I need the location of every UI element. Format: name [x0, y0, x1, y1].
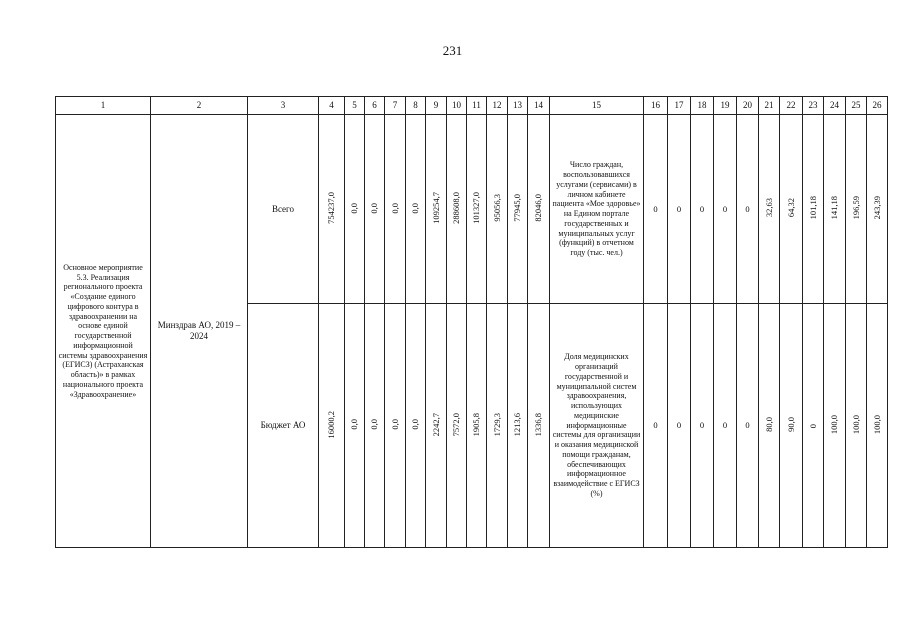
target-value: 0	[676, 420, 682, 431]
target-value: 0	[722, 420, 728, 431]
target-cell	[691, 115, 714, 304]
target-cell	[824, 304, 846, 548]
target-value: 0	[745, 203, 750, 214]
value-cell	[467, 304, 487, 548]
target-value: 0	[676, 203, 682, 214]
funding-value: 0,0	[410, 202, 421, 214]
funding-source: Бюджет АО	[260, 420, 306, 431]
column-number: 12	[487, 97, 508, 115]
funding-value: 1336,8	[533, 412, 544, 437]
funding-value: 77945,0	[512, 194, 523, 222]
funding-value: 288608,0	[451, 191, 462, 224]
funding-value: 2242,7	[430, 412, 441, 437]
column-number-row	[56, 97, 888, 115]
executor-cell	[151, 115, 248, 548]
column-number: 16	[644, 97, 668, 115]
target-cell	[644, 304, 668, 548]
target-cell	[803, 304, 824, 548]
indicator-text: Доля медицинских организаций государственной и муниципальной систем здравоохранения, использующих медицинские информационные системы для организации и оказания медицинской помощи гражданам, обеспечивающих информационное взаимодействие с ЕГИСЗ (%)	[552, 352, 641, 498]
funding-value: 82046,0	[533, 194, 544, 222]
target-value: 80,0	[763, 416, 774, 432]
funding-value: 1729,3	[491, 412, 502, 437]
funding-source: Всего	[271, 203, 295, 214]
target-cell	[780, 304, 803, 548]
funding-value: 0,0	[369, 202, 380, 214]
funding-value: 16000,2	[326, 410, 337, 439]
column-number: 10	[447, 97, 467, 115]
value-cell	[467, 115, 487, 304]
target-value: 0	[699, 420, 705, 431]
target-value: 100,0	[829, 414, 840, 434]
column-number: 18	[691, 97, 714, 115]
column-number: 15	[550, 97, 644, 115]
value-cell	[319, 304, 345, 548]
target-cell	[759, 304, 780, 548]
activity-text: Основное мероприятие 5.3. Реализация регионального проекта «Создание единого цифрового контура в здравоохранении на основе единой государственной информационной системы здравоохранения (ЕГИСЗ) (Астраханская область)» в рамках национального проекта «Здравоохранение»	[58, 262, 148, 399]
value-cell	[508, 304, 528, 548]
funding-value: 0,0	[389, 202, 400, 214]
target-value: 196,59	[850, 196, 861, 220]
funding-value: 0,0	[349, 419, 360, 430]
value-cell	[365, 304, 385, 548]
column-number: 2	[151, 97, 248, 115]
funding-value: 1213,6	[512, 412, 523, 437]
target-value: 0	[807, 424, 818, 429]
column-number: 25	[846, 97, 867, 115]
value-cell	[385, 115, 406, 304]
funding-source-cell	[248, 115, 319, 304]
indicator-cell	[550, 304, 644, 548]
target-value: 101,18	[807, 196, 818, 220]
indicator-text: Число граждан, воспользовавшихся услугами (сервисами) в личном кабинете пациента «Мое здоровье» на Едином портале государственных и муниципальных услуг (функций) в отчетном году (тыс. чел.)	[552, 160, 641, 257]
target-value: 0	[745, 420, 750, 431]
column-number: 24	[824, 97, 846, 115]
target-cell	[846, 115, 867, 304]
value-cell	[345, 304, 365, 548]
target-value: 100,0	[871, 414, 882, 434]
target-value: 100,0	[850, 414, 861, 434]
value-cell	[447, 115, 467, 304]
target-cell	[803, 115, 824, 304]
executor-text: Минздрав АО, 2019 –2024	[157, 320, 241, 341]
column-number: 26	[867, 97, 888, 115]
column-number: 22	[780, 97, 803, 115]
funding-value: 0,0	[349, 202, 360, 214]
target-value: 0	[699, 203, 705, 214]
funding-value: 754237,0	[326, 191, 337, 224]
value-cell	[508, 115, 528, 304]
target-cell	[780, 115, 803, 304]
value-cell	[365, 115, 385, 304]
target-cell	[867, 115, 888, 304]
value-cell	[385, 304, 406, 548]
column-number: 5	[345, 97, 365, 115]
target-cell	[759, 115, 780, 304]
column-number: 17	[668, 97, 691, 115]
column-number: 8	[406, 97, 426, 115]
column-number: 7	[385, 97, 406, 115]
funding-value: 95056,3	[491, 194, 502, 222]
value-cell	[426, 115, 447, 304]
target-cell	[691, 304, 714, 548]
target-value: 64,32	[785, 198, 796, 218]
target-value: 0	[722, 203, 728, 214]
target-cell	[824, 115, 846, 304]
target-cell	[668, 304, 691, 548]
value-cell	[528, 304, 550, 548]
value-cell	[345, 115, 365, 304]
value-cell	[487, 304, 508, 548]
value-cell	[426, 304, 447, 548]
target-cell	[668, 115, 691, 304]
target-cell	[737, 304, 759, 548]
value-cell	[447, 304, 467, 548]
funding-value: 109254,7	[430, 191, 441, 224]
column-number: 1	[56, 97, 151, 115]
table-row	[56, 115, 888, 304]
column-number: 20	[737, 97, 759, 115]
funding-value: 101327,0	[471, 191, 482, 224]
column-number: 3	[248, 97, 319, 115]
funding-value: 0,0	[410, 419, 421, 430]
target-cell	[714, 115, 737, 304]
column-number: 13	[508, 97, 528, 115]
budget-table	[55, 96, 888, 548]
target-value: 141,18	[829, 196, 840, 220]
indicator-cell	[550, 115, 644, 304]
target-value: 0	[653, 420, 658, 431]
target-cell	[846, 304, 867, 548]
value-cell	[406, 304, 426, 548]
column-number: 4	[319, 97, 345, 115]
funding-value: 0,0	[369, 419, 380, 430]
value-cell	[528, 115, 550, 304]
target-value: 243,39	[871, 196, 882, 220]
column-number: 19	[714, 97, 737, 115]
column-number: 23	[803, 97, 824, 115]
target-cell	[737, 115, 759, 304]
target-cell	[714, 304, 737, 548]
funding-value: 7572,0	[451, 412, 462, 437]
funding-value: 0,0	[389, 419, 400, 430]
target-value: 0	[653, 203, 658, 214]
page-number: 231	[442, 43, 463, 58]
value-cell	[406, 115, 426, 304]
activity-cell	[56, 115, 151, 548]
column-number: 14	[528, 97, 550, 115]
column-number: 6	[365, 97, 385, 115]
funding-value: 1905,8	[471, 412, 482, 437]
target-cell	[644, 115, 668, 304]
column-number: 9	[426, 97, 447, 115]
value-cell	[487, 115, 508, 304]
target-value: 32,63	[763, 198, 774, 218]
target-cell	[867, 304, 888, 548]
funding-source-cell	[248, 304, 319, 548]
value-cell	[319, 115, 345, 304]
target-value: 90,0	[785, 416, 796, 432]
column-number: 21	[759, 97, 780, 115]
column-number: 11	[467, 97, 487, 115]
